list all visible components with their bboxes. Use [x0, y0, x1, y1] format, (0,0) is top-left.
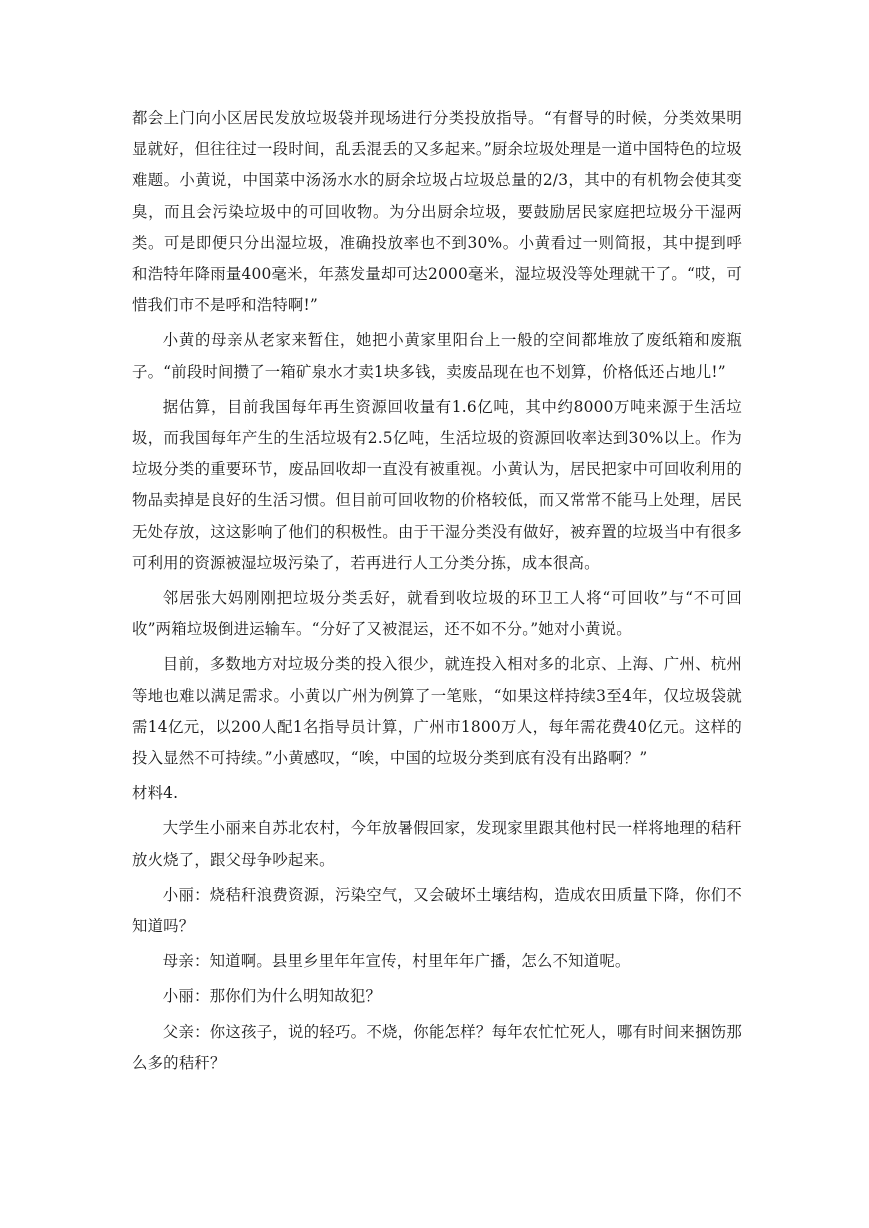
paragraph-mother-recycling: 小黄的母亲从老家来暂住，她把小黄家里阳台上一般的空间都堆放了废纸箱和废瓶子。“前段时间攒了一箱矿泉水才卖1块多钱，卖废品现在也不划算，价格低还占地儿!” [132, 331, 742, 381]
dialogue-xiaoli-1: 小丽：烧秸秆浪费资源，污染空气，又会破坏土壤结构，造成农田质量下降，你们不知道吗？ [132, 885, 742, 936]
section-heading-material-4: 材料4. [132, 784, 179, 803]
document-body [132, 103, 742, 1079]
paragraph-continuation: 都会上门向小区居民发放垃圾袋并现场进行分类投放指导。“有督导的时候，分类效果明显就好，但往往过一段时间，乱丢混丢的又多起来。”厨余垃圾处理是一道中国特色的垃圾难题。小黄说，中国菜中汤汤水水的厨余垃圾占垃圾总量的2/3，其中的有机物会使其变臭，而且会污染垃圾中的可回收物。为分出厨余垃圾，要鼓励居民家庭把垃圾分干湿两类。可是即便只分出湿垃圾，准确投放率也不到30%。小黄看过一则简报，其中提到呼和浩特年降雨量400毫米，年蒸发量却可达2000毫米，湿垃圾没等处理就干了。“哎，可惜我们市不是呼和浩特啊!” [132, 109, 742, 315]
paragraph-recycling-estimate: 据估算，目前我国每年再生资源回收量有1.6亿吨，其中约8000万吨来源于生活垃圾，而我国每年产生的生活垃圾有2.5亿吨，生活垃圾的资源回收率达到30%以上。作为垃圾分类的重要环节，废品回收却一直没有被重视。小黄认为，居民把家中可回收利用的物品卖掉是良好的生活习惯。但目前可回收物的价格较低，而又常常不能马上处理，居民无处存放，这这影响了他们的积极性。由于干湿分类没有做好，被弃置的垃圾当中有很多可利用的资源被湿垃圾污染了，若再进行人工分类分拣，成本很高。 [132, 397, 742, 572]
paragraph-xiaoli-intro: 大学生小丽来自苏北农村，今年放暑假回家，发现家里跟其他村民一样将地理的秸秆放火烧了，跟父母争吵起来。 [132, 819, 742, 869]
dialogue-xiaoli-2: 小丽：那你们为什么明知故犯？ [162, 987, 382, 1006]
paragraph-investment-cost: 目前，多数地方对垃圾分类的投入很少，就连投入相对多的北京、上海、广州、杭州等地也难以满足需求。小黄以广州为例算了一笔账，“如果这样持续3至4年，仅垃圾袋就需14亿元，以200人配1名指导员计算，广州市1800万人，每年需花费40亿元。这样的投入显然不可持续。”小黄感叹，“唉，中国的垃圾分类到底有没有出路啊？” [132, 655, 742, 768]
dialogue-mother: 母亲：知道啊。县里乡里年年宣传，村里年年广播，怎么不知道呢。 [162, 952, 631, 971]
dialogue-father: 父亲：你这孩子，说的轻巧。不烧，你能怎样？每年农忙忙死人，哪有时间来捆饬那么多的秸秆？ [132, 1022, 742, 1072]
paragraph-neighbor-zhang: 邻居张大妈刚刚把垃圾分类丢好，就看到收垃圾的环卫工人将“可回收”与“不可回收”两箱垃圾倒进运输车。“分好了又被混运，还不如不分。”她对小黄说。 [132, 589, 742, 639]
